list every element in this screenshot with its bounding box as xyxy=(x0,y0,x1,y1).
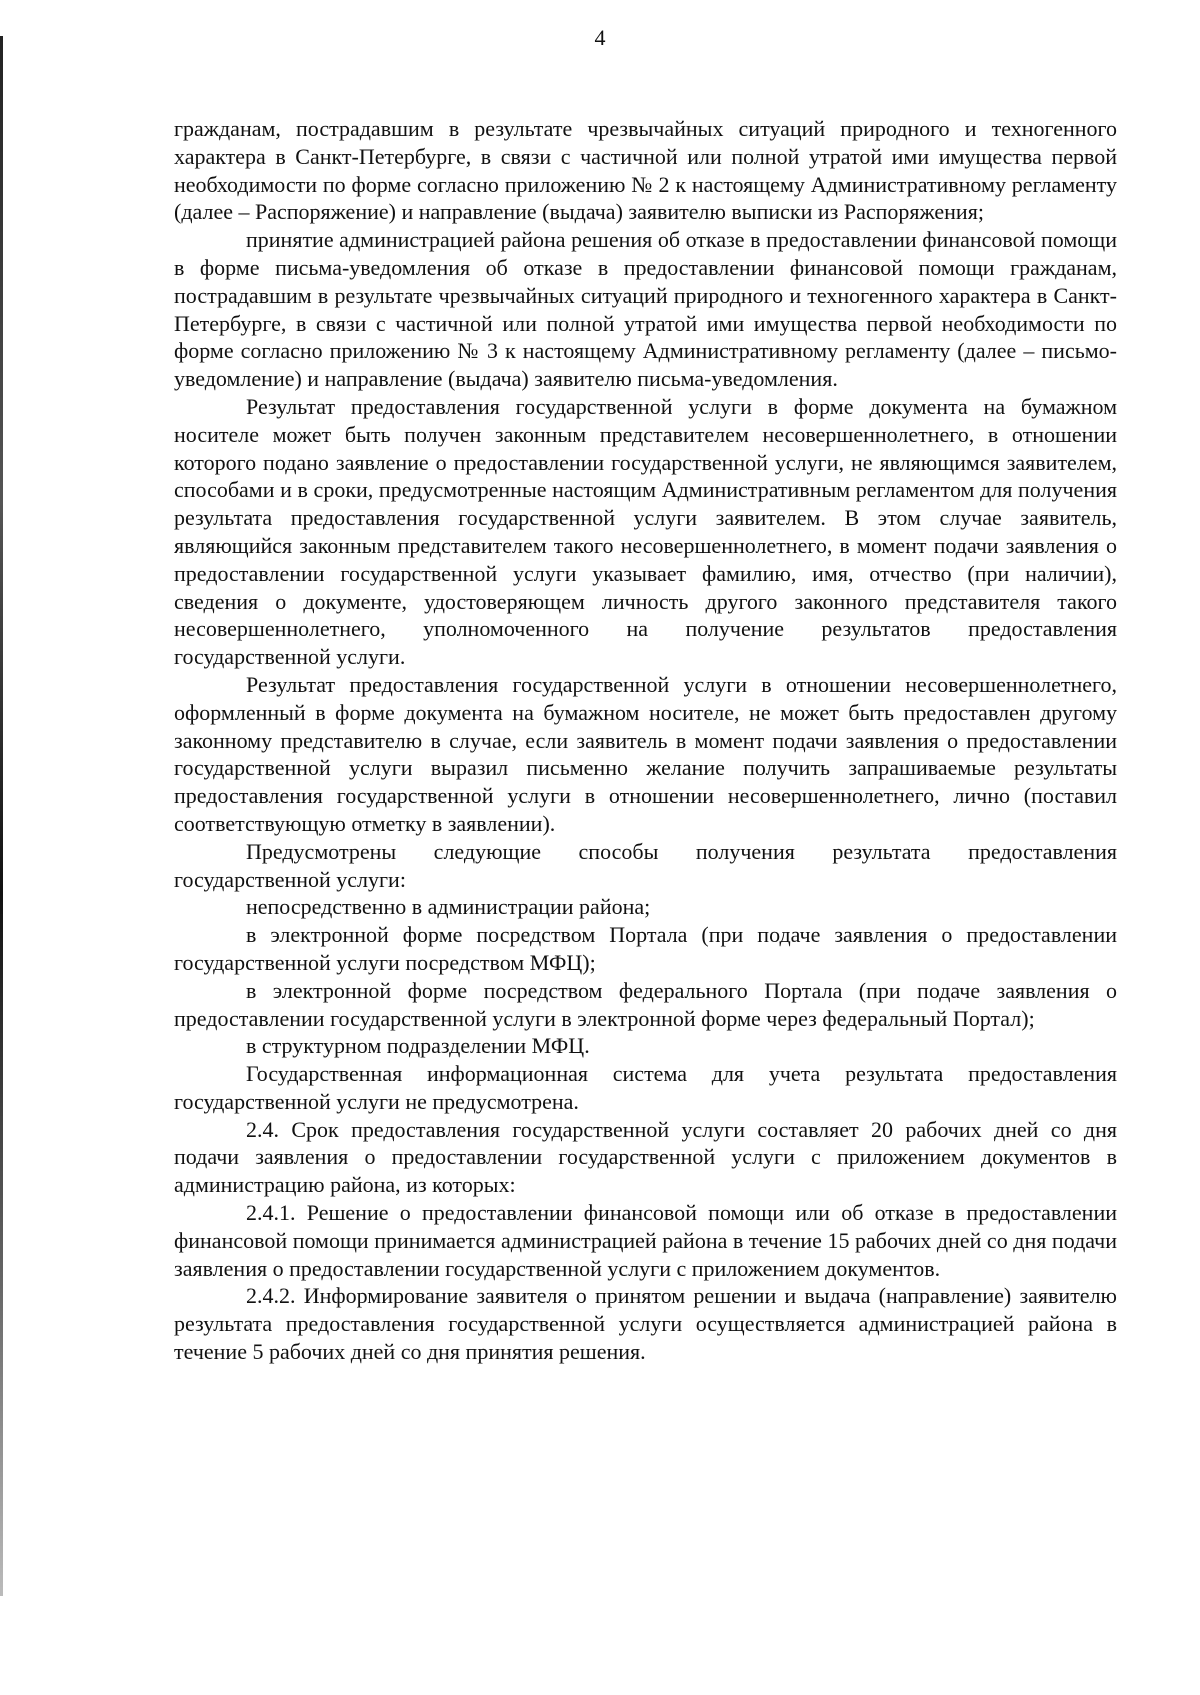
paragraph: 2.4.1. Решение о предоставлении финансовой помощи или об отказе в предоставлении финансовой помощи принимается администрацией района в течение 15 рабочих дней со дня подачи заявления о предоставлении государственной услуги с приложением документов. xyxy=(174,1200,1117,1281)
paragraph: Результат предоставления государственной услуги в отношении несовершеннолетнего, оформленный в форме документа на бумажном носителе, не может быть предоставлен другому законному представителю в случае, если заявитель в момент подачи заявления о предоставлении государственной услуги выразил письменно желание получить запрашиваемые результаты предоставления государственной услуги в отношении несовершеннолетнего, лично (поставил соответствующую отметку в заявлении). xyxy=(174,671,1117,836)
paragraph: Предусмотрены следующие способы получения результата предоставления государственной услуги: xyxy=(174,838,1117,892)
paragraph: непосредственно в администрации района; xyxy=(246,894,651,920)
paragraph: гражданам, пострадавшим в результате чрезвычайных ситуаций природного и техногенного характера в Санкт-Петербурге, в связи с частичной или полной утратой ими имущества первой необходимости по форме согласно приложению № 2 к настоящему Административному регламенту (далее – Распоряжение) и направление (выдача) заявителю выписки из Распоряжения; xyxy=(174,116,1117,225)
paragraph: в электронной форме посредством Портала (при подаче заявления о предоставлении государственной услуги посредством МФЦ); xyxy=(174,922,1117,975)
paragraph: 2.4. Срок предоставления государственной услуги составляет 20 рабочих дней со дня подачи заявления о предоставлении государственной услуги с приложением документов в администрацию района, из которых: xyxy=(174,1116,1117,1198)
paragraph: принятие администрацией района решения об отказе в предоставлении финансовой помощи в форме письма-уведомления об отказе в предоставлении финансовой помощи гражданам, пострадавшим в результате чрезвычайных ситуаций природного и техногенного характера в Санкт-Петербурге, в связи с частичной или полной утратой ими имущества первой необходимости по форме согласно приложению № 3 к настоящему Административному регламенту (далее – письмо-уведомление) и направление (выдача) заявителю письма-уведомления. xyxy=(174,227,1117,392)
paragraph: 2.4.2. Информирование заявителя о принятом решении и выдача (направление) заявителю результата предоставления государственной услуги осуществляется администрацией района в течение 5 рабочих дней со дня принятия решения. xyxy=(174,1283,1117,1365)
paragraph: Государственная информационная система для учета результата предоставления государственной услуги не предусмотрена. xyxy=(174,1061,1117,1114)
document-body xyxy=(174,115,1117,1366)
paragraph: Результат предоставления государственной услуги в форме документа на бумажном носителе может быть получен законным представителем несовершеннолетнего, в отношении которого подано заявление о предоставлении государственной услуги, не являющимся заявителем, способами и в сроки, предусмотренные настоящим Административным регламентом для получения результата предоставления государственной услуги заявителем. В этом случае заявитель, являющийся законным представителем такого несовершеннолетнего, в момент подачи заявления о предоставлении государственной услуги указывает фамилию, имя, отчество (при наличии), сведения о документе, удостоверяющем личность другого законного представителя такого несовершеннолетнего, уполномоченного на получение результатов предоставления государственной услуги. xyxy=(174,393,1117,670)
paragraph: в электронной форме посредством федерального Портала (при подаче заявления о предоставлении государственной услуги в электронной форме через федеральный Портал); xyxy=(174,977,1117,1031)
paragraph: в структурном подразделении МФЦ. xyxy=(246,1033,590,1059)
page-number: 4 xyxy=(594,25,606,50)
